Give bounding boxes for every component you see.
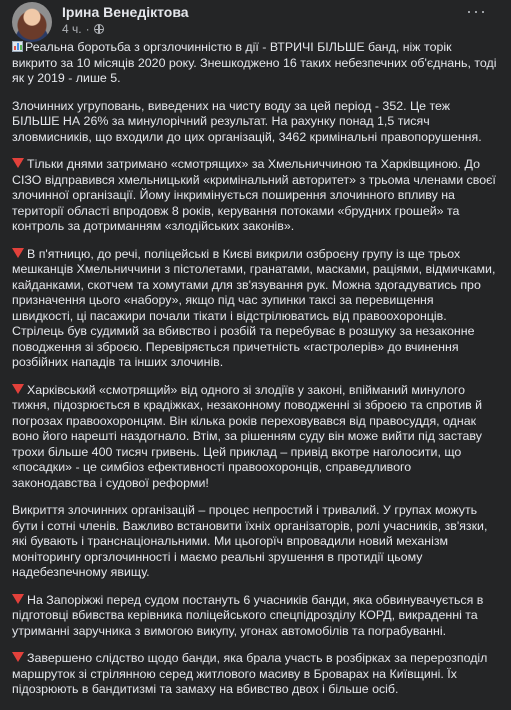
paragraph-text: Харківський «смотрящий» від одного зі злодіїв у законі, впійманий минулого тижня, підозрюється в крадіжках, незаконному поводженні зі зброєю та спротив й погрозах правоохоронцям. Він кілька років переховувався від правосуддя, однак воно його нарешті наздогнало. Втім, за рішенням суду він може вийти під заставу трохи більше 400 тисяч гривень. Цей приклад – привід вкотре наголосити, що «посадки» - це симбіоз ефективності правоохоронців, справедливого законодавства і судової реформи! (12, 382, 483, 490)
red-triangle-icon (12, 248, 24, 258)
globe-icon (94, 24, 104, 34)
bar-chart-icon (12, 41, 23, 52)
red-triangle-icon (12, 652, 24, 662)
post-meta (62, 22, 104, 36)
post-paragraph (12, 99, 498, 146)
author-name[interactable]: Ірина Венедіктова (62, 4, 189, 20)
paragraph-text: Реальна боротьба з оргзлочинністю в дії - ВТРИЧІ БІЛЬШЕ банд, ніж торік викрито за 10 місяців 2020 року. Знешкоджено 16 таких небезпечних об'єднань, тоді як у 2019 - лише 5. (12, 40, 497, 85)
red-triangle-icon (12, 594, 24, 604)
post-paragraph (12, 40, 498, 87)
post-paragraph (12, 593, 498, 640)
post-time[interactable]: 4 ч. (62, 22, 82, 36)
post-paragraph (12, 383, 498, 492)
paragraph-text: Викриття злочинних організацій – процес непростий і тривалий. У групах можуть бути і сотні членів. Важливо встановити їхніх організаторів, ролі учасників, зв'язки, які бувають і транснаціональними. Ми цьогорїч впровадили новий механізм моніторингу оргзлочинності і маємо реальні зрушення в протидії цьому надебезпечному явищу. (12, 503, 488, 579)
paragraph-text: На Запоріжжі перед судом постануть 6 учасників банди, яка обвинувачується в підготовці вбивства керівника поліцейського спецпідрозділу КОРД, викраденні та утриманні заручника з вимогою викупу, угонах автомобілів та пограбуванні. (12, 592, 484, 638)
post-body (12, 40, 498, 710)
post-paragraph (12, 651, 498, 698)
post-header (12, 0, 499, 40)
post-paragraph (12, 157, 498, 235)
paragraph-text: Тільки днями затримано «смотрящих» за Хмельниччиною та Харківщиною. До СІЗО відправився хмельницький «кримінальний авторитет» з трьома членами своєї злочинної організації. Йому інкримінується поширення злочинного впливу на території області впродовж 8 років, керування потоками «брудних грошей» та контроль за дотриманням «злодійських законів». (12, 157, 496, 233)
meta-separator: · (85, 22, 90, 36)
paragraph-text: Завершено слідство щодо банди, яка брала участь в розбірках за перерозподіл маршруток зі стрілянною серед житлового масиву в Броварах на Київщині. Їх підозрюють в бандитизмі та замаху на вбивство двох і більше осіб. (12, 651, 488, 696)
post-paragraph (12, 247, 498, 371)
author-avatar[interactable] (12, 2, 52, 42)
red-triangle-icon (12, 384, 24, 394)
red-triangle-icon (12, 158, 24, 168)
more-options-button[interactable]: ··· (466, 1, 487, 21)
paragraph-text: В п'ятницю, до речі, поліцейські в Києві викрили озброєну групу із ще трьох мешканців Хмельниччини з пістолетами, гранатами, масками, раціями, відмичками, кайданками, скотчем та хомутами для зв'язування рук. Можна здогадуватись про призначення цього «набору», якщо під час зупинки таксі за перевищення швидкості, ці пасажири почали тікати і відстрілюватись від правоохоронців. Стрілець був судимий за вбивство і розбій та перебуває в розшуку за незаконне поводження зі зброєю. Перевіряється причетність «гастролерів» до вчинення розбійних нападів та інших злочинів. (12, 246, 496, 369)
paragraph-text: Злочинних угруповань, виведених на чисту воду за цей період - 352. Це теж БІЛЬШЕ НА 26% за минулорічний результат. На рахунку понад 1,5 тисяч зловмисників, що входили до цих організацій, 3462 кримінальні правопорушення. (12, 98, 482, 144)
post-paragraph (12, 503, 498, 581)
